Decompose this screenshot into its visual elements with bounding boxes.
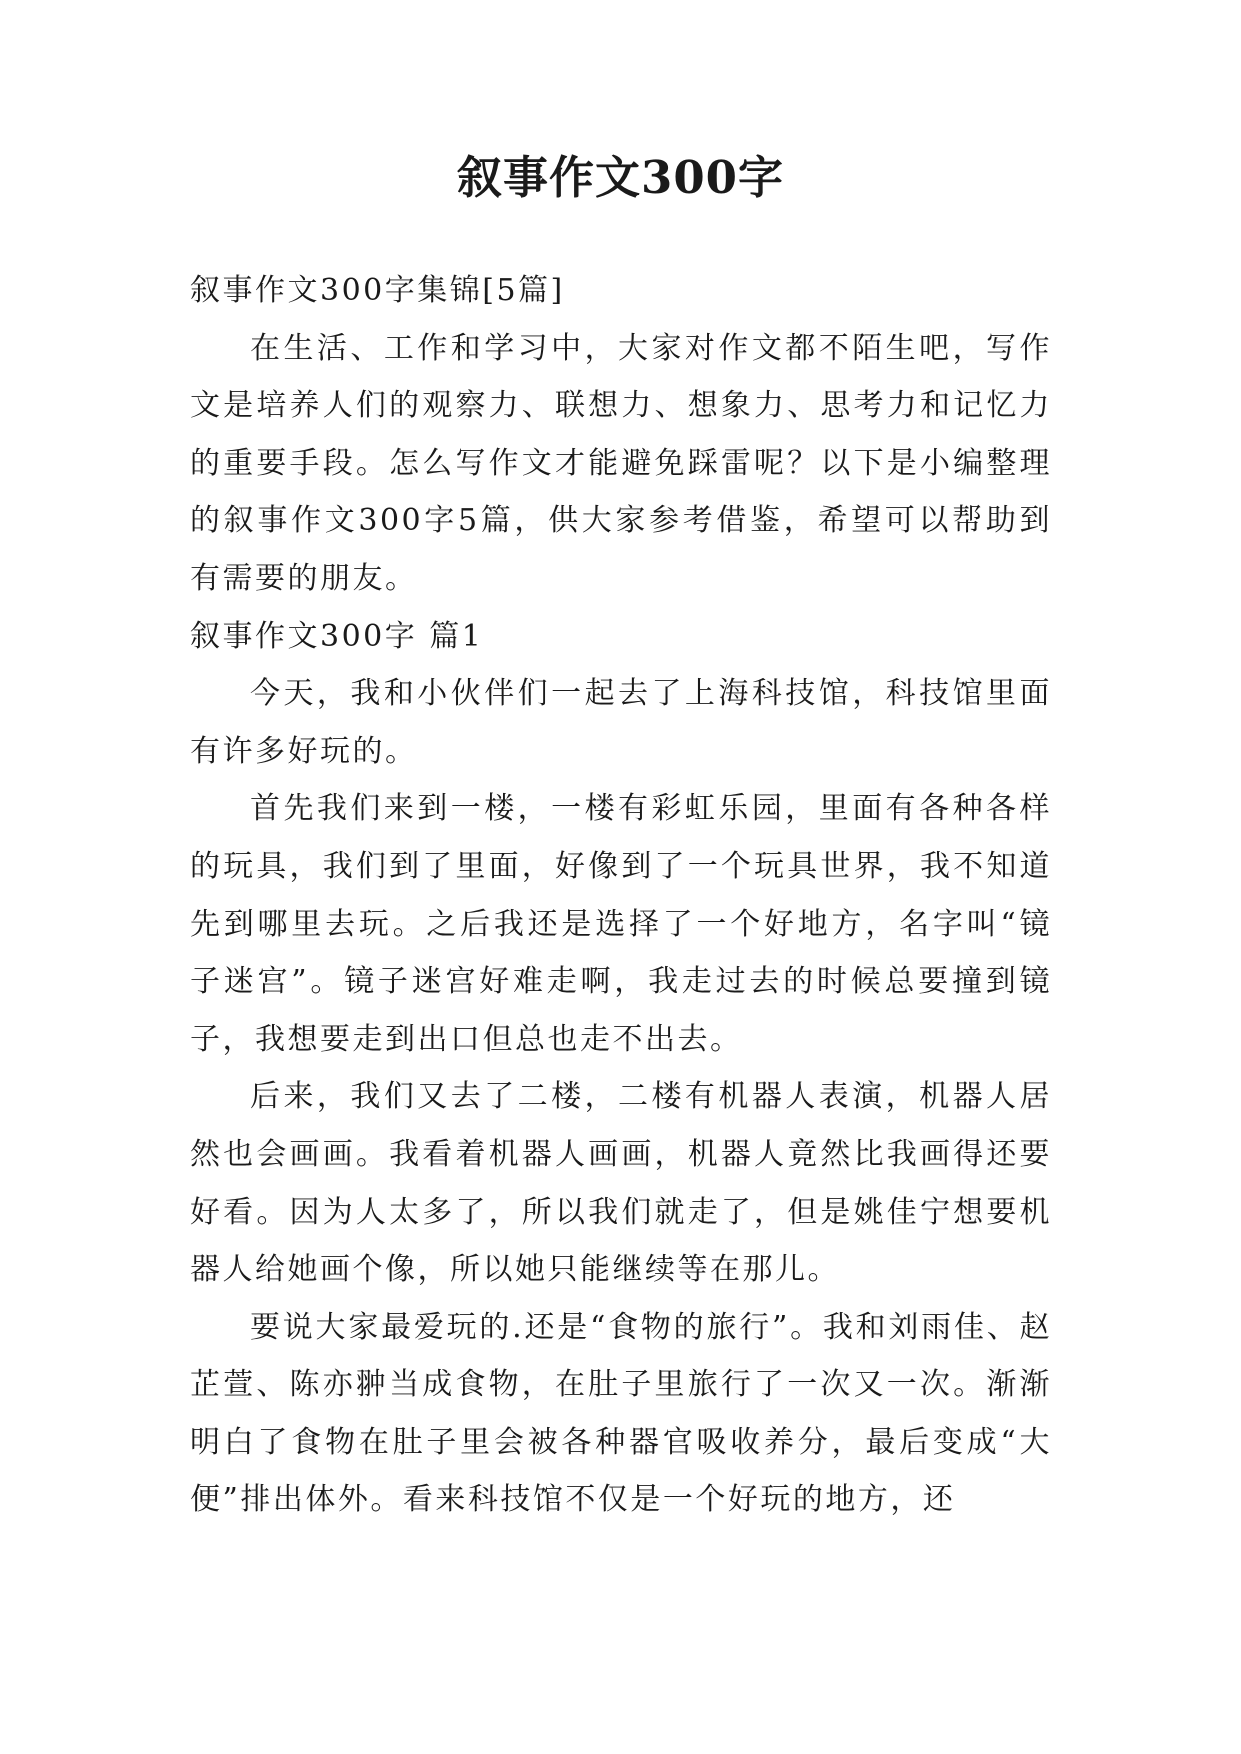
collection-heading: 叙事作文300字集锦[5篇] [190, 273, 565, 308]
document-body [190, 262, 1052, 1529]
essay-paragraph: 今天，我和小伙伴们一起去了上海科技馆，科技馆里面有许多好玩的。 [190, 676, 1052, 769]
essay-paragraph: 后来，我们又去了二楼，二楼有机器人表演，机器人居然也会画画。我看着机器人画画，机器人竟然比我画得还要好看。因为人太多了，所以我们就走了，但是姚佳宁想要机器人给她画个像，所以她只能继续等在那儿。 [190, 1079, 1052, 1288]
essay-paragraph: 要说大家最爱玩的.还是“食物的旅行”。我和刘雨佳、赵芷萱、陈亦翀当成食物，在肚子里旅行了一次又一次。渐渐明白了食物在肚子里会被各种器官吸收养分，最后变成“大便”排出体外。看来科技馆不仅是一个好玩的地方，还 [190, 1309, 1052, 1518]
essay-paragraph: 首先我们来到一楼，一楼有彩虹乐园，里面有各种各样的玩具，我们到了里面，好像到了一个玩具世界，我不知道先到哪里去玩。之后我还是选择了一个好地方，名字叫“镜子迷宫”。镜子迷宫好难走啊，我走过去的时候总要撞到镜子，我想要走到出口但总也走不出去。 [190, 791, 1052, 1057]
intro-paragraph: 在生活、工作和学习中，大家对作文都不陌生吧，写作文是培养人们的观察力、联想力、想象力、思考力和记忆力的重要手段。怎么写作文才能避免踩雷呢？以下是小编整理的叙事作文300字5篇，供大家参考借鉴，希望可以帮助到有需要的朋友。 [190, 330, 1052, 596]
essay-heading: 叙事作文300字 篇1 [190, 618, 484, 654]
document-title: 叙事作文300字 [457, 151, 784, 204]
